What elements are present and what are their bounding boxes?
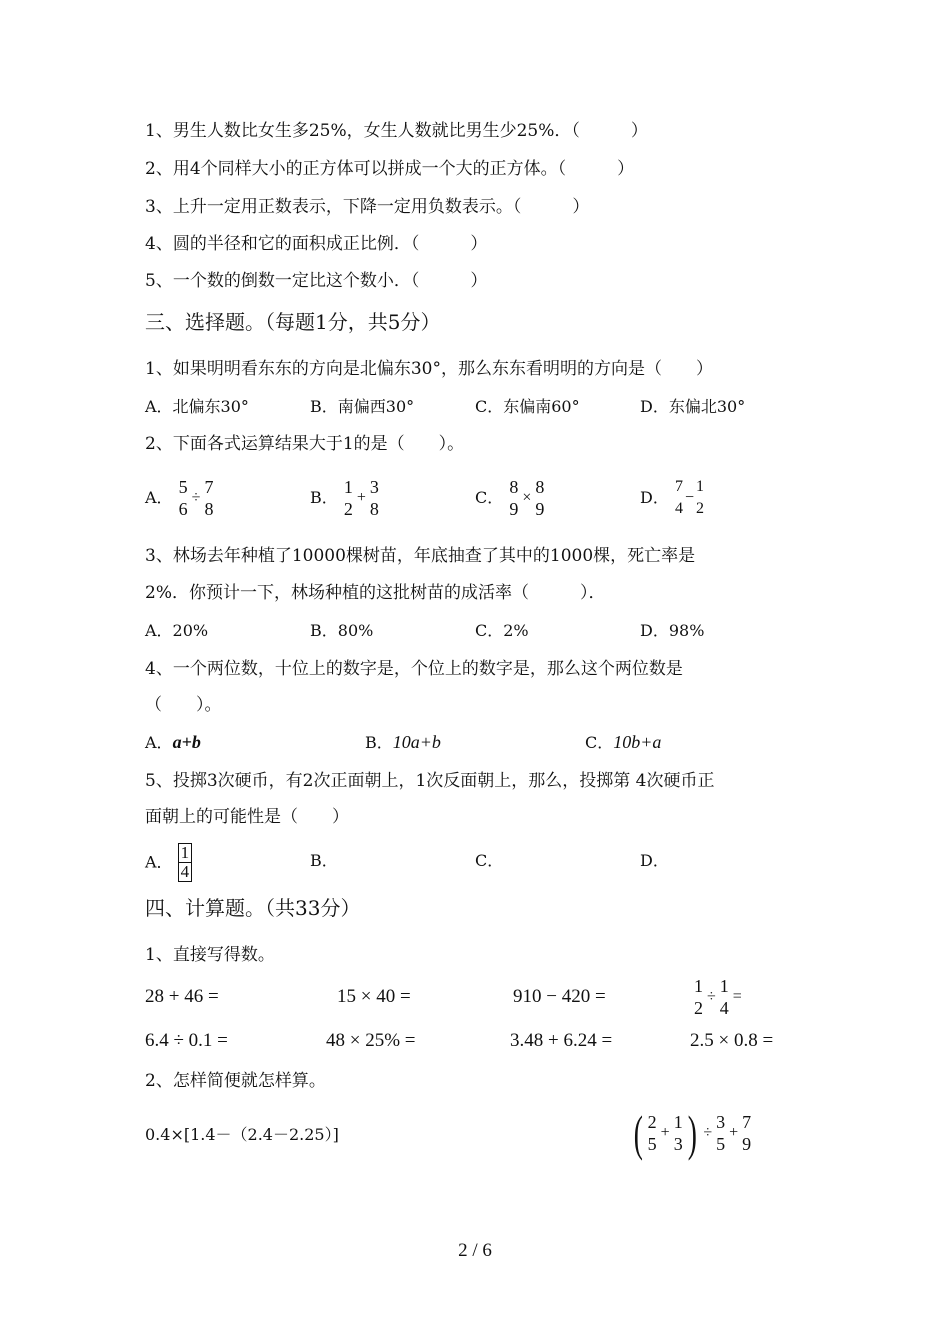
right-paren: ) <box>687 1105 697 1161</box>
calc-item: 48 × 25% = <box>326 1030 416 1051</box>
expression: 10b+a <box>613 732 662 752</box>
q3-3-option-b: B．80% <box>310 621 374 640</box>
section-3-title: 三、选择题。（每题1分，共5分） <box>145 310 441 334</box>
q3-2-option-c: C． 8 9 × 8 9 <box>475 477 545 519</box>
fraction: 8 9 <box>509 477 519 519</box>
calc-item-fraction: 1 2 ÷ 1 4 = <box>694 976 742 1018</box>
fraction-box: $\frac{1}{4}$ <box>178 843 193 882</box>
q3-5-option-a: A． $\frac{1}{4}$ <box>145 843 192 882</box>
calc-item: 15 × 40 = <box>337 986 411 1007</box>
fraction: 5 6 <box>178 477 188 519</box>
q3-5-option-d: D． <box>640 851 669 870</box>
calc-item: 28 + 46 = <box>145 986 219 1007</box>
fraction: 1 3 <box>673 1112 683 1154</box>
q4-2-stem: 2、怎样简便就怎样算。 <box>145 1071 326 1091</box>
q3-2-option-a: A． 5 6 ÷ 7 8 <box>145 477 214 519</box>
fraction: 1 2 <box>695 478 704 517</box>
fraction: 7 4 <box>674 478 683 517</box>
fraction: 3 5 <box>716 1112 726 1154</box>
expression: 10a+b <box>392 732 441 752</box>
q3-1-option-b: B．南偏西30° <box>310 397 415 416</box>
q3-1-stem: 1、如果明明看东东的方向是北偏东30°，那么东东看明明的方向是（ ） <box>145 359 713 379</box>
q3-4-stem-line1: 4、一个两位数，十位上的数字是，个位上的数字是，那么这个两位数是 <box>145 659 683 679</box>
left-paren: ( <box>633 1105 643 1161</box>
judge-item-4: 4、圆的半径和它的面积成正比例．（ ） <box>145 234 488 254</box>
q3-2-option-b: B． 1 2 + 3 8 <box>310 477 379 519</box>
fraction: 1 4 <box>719 976 729 1018</box>
judge-item-1: 1、男生人数比女生多25%，女生人数就比男生少25%．（ ） <box>145 121 648 141</box>
fraction: 7 8 <box>204 477 214 519</box>
judge-item-2: 2、用4个同样大小的正方体可以拼成一个大的正方体。（ ） <box>145 159 635 179</box>
expression: a+b <box>172 732 201 752</box>
judge-item-3: 3、上升一定用正数表示，下降一定用负数表示。（ ） <box>145 197 590 217</box>
q3-5-stem-line2: 面朝上的可能性是（ ） <box>145 807 349 827</box>
fraction: 1 2 <box>694 976 703 1018</box>
q3-2-option-d: D． 7 4 − 1 2 <box>640 476 705 520</box>
q3-1-option-d: D．东偏北30° <box>640 397 746 416</box>
calc-item: 6.4 ÷ 0.1 = <box>145 1030 228 1051</box>
fraction: 3 8 <box>369 477 379 519</box>
fraction: 1 2 <box>343 477 353 519</box>
q3-3-option-a: A．20% <box>145 621 209 640</box>
calc-item: 910 − 420 = <box>513 986 606 1007</box>
q3-1-option-c: C．东偏南60° <box>475 397 580 416</box>
q3-3-stem-line2: 2%．你预计一下，林场种植的这批树苗的成活率（ ）． <box>145 583 606 603</box>
section-4-title: 四、计算题。（共33分） <box>145 896 361 920</box>
q3-5-stem-line1: 5、投掷3次硬币，有2次正面朝上，1次反面朝上，那么，投掷第 4次硬币正 <box>145 771 715 791</box>
q3-4-option-a: A．a+b <box>145 732 201 752</box>
q3-3-option-d: D．98% <box>640 621 705 640</box>
calc-item: 2.5 × 0.8 = <box>690 1030 774 1051</box>
simplify-left: 0.4×[1.4－（2.4－2.25）] <box>145 1125 339 1144</box>
q3-1-option-a: A．北偏东30° <box>145 397 249 416</box>
q3-4-option-b: B．10a+b <box>365 732 441 752</box>
q3-2-stem: 2、下面各式运算结果大于1的是（ ）。 <box>145 434 465 454</box>
q3-4-stem-line2: （ ）。 <box>145 695 222 715</box>
q3-3-stem-line1: 3、林场去年种植了10000棵树苗，年底抽查了其中的1000棵，死亡率是 <box>145 546 696 566</box>
fraction: 2 5 <box>647 1112 657 1154</box>
q3-5-option-b: B． <box>310 851 338 870</box>
q4-1-stem: 1、直接写得数。 <box>145 945 275 965</box>
fraction: 8 9 <box>535 477 545 519</box>
q3-3-option-c: C．2% <box>475 621 529 640</box>
q3-4-option-c: C．10b+a <box>585 732 662 752</box>
page-number: 2 / 6 <box>458 1240 492 1261</box>
judge-item-5: 5、一个数的倒数一定比这个数小．（ ） <box>145 271 488 291</box>
fraction: 7 9 <box>742 1112 752 1154</box>
q3-5-option-c: C． <box>475 851 504 870</box>
calc-item: 3.48 + 6.24 = <box>510 1030 613 1051</box>
simplify-right: ( 2 5 + 1 3 ) ÷ 3 5 + 7 9 <box>633 1105 752 1161</box>
